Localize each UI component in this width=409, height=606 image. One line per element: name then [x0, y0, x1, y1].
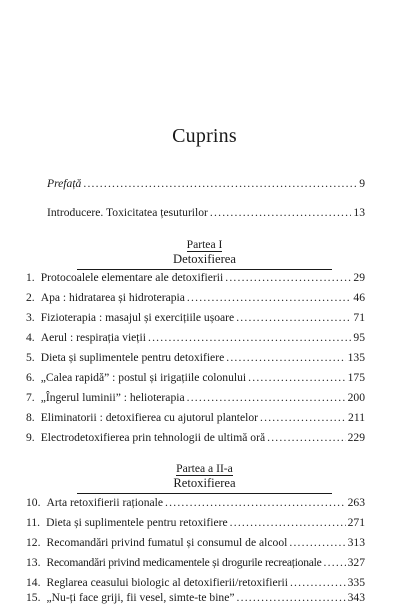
toc-entry-chapter-11[interactable]: [26, 516, 365, 530]
dot-leader: [267, 431, 346, 445]
entry-page: 271: [347, 516, 365, 529]
entry-page: 327: [347, 556, 365, 569]
chapter-number: 12.: [26, 536, 41, 549]
chapter-number: 14.: [26, 576, 41, 589]
toc-entry-chapter-4[interactable]: [26, 331, 365, 345]
entry-page: 29: [353, 271, 365, 284]
toc-entry-chapter-13[interactable]: [26, 556, 365, 570]
dot-leader: [210, 206, 352, 220]
entry-title: Fizioterapia : masajul și exercițiile ușoare: [40, 311, 235, 324]
toc-entry-chapter-12[interactable]: [26, 536, 365, 550]
dot-leader: [225, 271, 351, 285]
entry-page: 175: [347, 371, 365, 384]
entry-title: Dieta și suplimentele pentru retoxifiere: [46, 516, 228, 529]
part-2-label-text: Partea a II-a: [176, 462, 233, 475]
entry-title: „Îngerul luminii” : helioterapia: [40, 391, 185, 404]
dot-leader: [187, 391, 346, 405]
toc-entry-chapter-14[interactable]: [26, 576, 365, 590]
dot-leader: [260, 411, 346, 425]
chapter-number: 2.: [26, 291, 35, 304]
toc-entry-chapter-7[interactable]: [26, 391, 365, 405]
chapter-number: 5.: [26, 351, 35, 364]
toc-entry-chapter-9[interactable]: [26, 431, 365, 445]
part-2-title: Retoxifierea: [173, 476, 236, 490]
toc-entry-introduction[interactable]: [47, 206, 365, 220]
chapter-number: 11.: [26, 516, 41, 529]
entry-title: Recomandări privind medicamentele și drogurile recreaționale: [46, 556, 322, 569]
chapter-number: 6.: [26, 371, 35, 384]
entry-title: Dieta și suplimentele pentru detoxifiere: [40, 351, 225, 364]
entry-page: 229: [347, 431, 365, 444]
part-2-heading: [0, 476, 409, 494]
chapter-number: 9.: [26, 431, 35, 444]
dot-leader: [226, 351, 345, 365]
dot-leader: [290, 576, 346, 590]
dot-leader: [187, 291, 351, 305]
entry-title: „Nu-ți face griji, fii vesel, simte-te bine”: [46, 591, 235, 604]
entry-title: Introducere. Toxicitatea țesuturilor: [47, 206, 208, 219]
part-2-rule: [77, 493, 332, 494]
toc-entry-chapter-5[interactable]: [26, 351, 365, 365]
dot-leader: [83, 177, 357, 191]
chapter-number: 1.: [26, 271, 35, 284]
entry-page: 335: [347, 576, 365, 589]
dot-leader: [148, 331, 351, 345]
toc-entry-chapter-3[interactable]: [26, 311, 365, 325]
toc-entry-chapter-15[interactable]: [26, 591, 365, 605]
entry-page: 13: [353, 206, 365, 219]
part-1-label-text: Partea I: [186, 238, 223, 251]
chapter-number: 13.: [26, 556, 41, 569]
entry-page: 46: [353, 291, 365, 304]
chapter-number: 3.: [26, 311, 35, 324]
chapter-number: 15.: [26, 591, 41, 604]
entry-title: Aerul : respirația vieții: [40, 331, 146, 344]
entry-page: 313: [347, 536, 365, 549]
dot-leader: [248, 371, 345, 385]
entry-title: Reglarea ceasului biologic al detoxifierii/retoxifierii: [46, 576, 288, 589]
dot-leader: [324, 556, 346, 570]
chapter-number: 10.: [26, 496, 41, 509]
toc-entry-chapter-2[interactable]: [26, 291, 365, 305]
chapter-number: 4.: [26, 331, 35, 344]
entry-title: „Calea rapidă” : postul și irigațiile colonului: [40, 371, 247, 384]
entry-title: Arta retoxifierii raționale: [46, 496, 164, 509]
entry-page: 95: [353, 331, 365, 344]
toc-entry-preface[interactable]: [47, 177, 365, 191]
dot-leader: [237, 591, 346, 605]
part-2-label: [0, 462, 409, 475]
entry-page: 200: [347, 391, 365, 404]
entry-page: 263: [347, 496, 365, 509]
entry-title: Electrodetoxifierea prin tehnologii de ultimă oră: [40, 431, 266, 444]
entry-title: Apa : hidratarea și hidroterapia: [40, 291, 185, 304]
toc-entry-chapter-6[interactable]: [26, 371, 365, 385]
part-1-rule: [77, 269, 332, 270]
dot-leader: [230, 516, 346, 530]
part-1-heading: [0, 252, 409, 270]
dot-leader: [165, 496, 346, 510]
entry-title: Recomandări privind fumatul și consumul de alcool: [46, 536, 288, 549]
entry-title: Prefață: [47, 177, 82, 190]
toc-entry-chapter-10[interactable]: [26, 496, 365, 510]
entry-page: 9: [359, 177, 365, 190]
chapter-number: 8.: [26, 411, 35, 424]
entry-title: Protocoalele elementare ale detoxifierii: [40, 271, 224, 284]
toc-entry-chapter-1[interactable]: [26, 271, 365, 285]
dot-leader: [236, 311, 351, 325]
chapter-number: 7.: [26, 391, 35, 404]
part-1-label: [0, 238, 409, 251]
page-title: Cuprins: [172, 125, 237, 147]
toc-entry-chapter-8[interactable]: [26, 411, 365, 425]
entry-page: 135: [347, 351, 365, 364]
entry-page: 343: [347, 591, 365, 604]
dot-leader: [289, 536, 345, 550]
part-1-title: Detoxifierea: [173, 252, 236, 266]
entry-title: Eliminatorii : detoxifierea cu ajutorul plantelor: [40, 411, 259, 424]
entry-page: 211: [348, 411, 365, 424]
entry-page: 71: [353, 311, 365, 324]
